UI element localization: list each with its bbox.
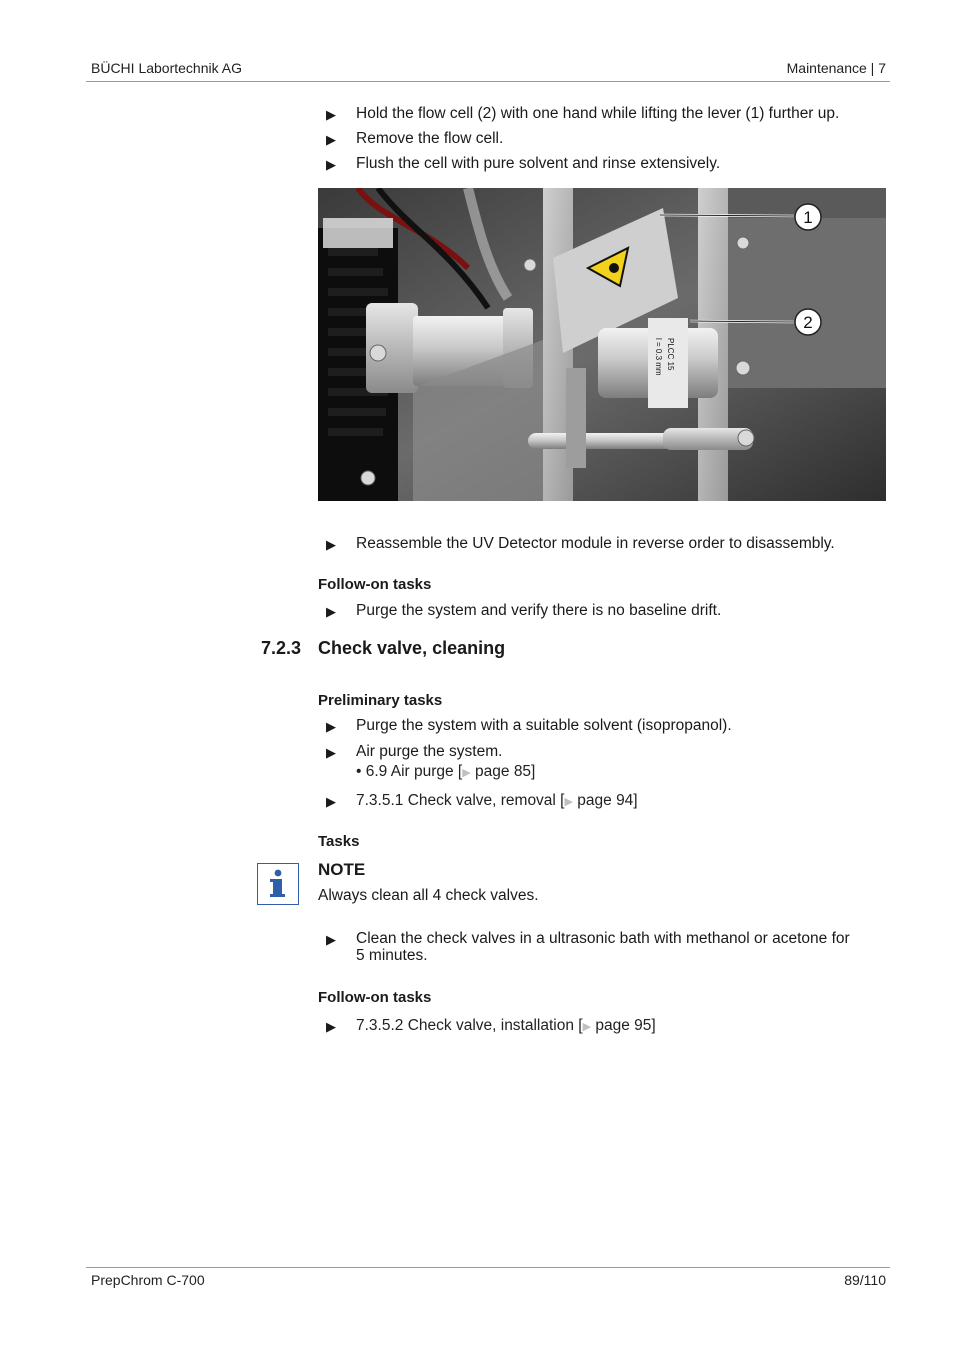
bullet-icon: ▶ [326,157,336,172]
followon-heading-1: Follow-on tasks [318,576,432,593]
callout-1 [795,204,821,230]
footer-rule [86,1267,890,1268]
header-company: BÜCHI Labortechnik AG [91,60,242,76]
bullet-icon: ▶ [326,745,336,760]
bullet-icon: ▶ [326,932,336,947]
xref-arrow-icon: ▶ [564,796,573,808]
bullet-icon: ▶ [326,132,336,147]
note-text: Always clean all 4 check valves. [318,887,539,904]
footer-page-number: 89/110 [844,1272,886,1288]
flow-cell-label-1: PLCC 15 [666,338,675,371]
flow-cell-label-2: l = 0.3 mm [654,338,663,376]
footer-product: PrepChrom C-700 [91,1272,205,1288]
section-number: 7.2.3 [261,638,302,658]
followon-heading-2: Follow-on tasks [318,989,432,1006]
bullet-icon: ▶ [326,604,336,619]
step-clean-check-valves-cont: 5 minutes. [356,947,428,964]
bullet-icon: ▶ [326,719,336,734]
xref-arrow-icon: ▶ [462,767,471,779]
header-rule [86,81,890,82]
xref-air-purge[interactable]: • 6.9 Air purge [▶ page 85] [356,763,536,780]
info-icon [257,863,299,905]
tasks-heading: Tasks [318,833,360,850]
callout-2 [795,309,821,335]
xref-arrow-icon: ▶ [582,1021,592,1033]
svg-text:1: 1 [803,208,813,227]
xref-check-valve-installation[interactable]: 7.3.5.2 Check valve, installation [▶ page 95] [356,1017,656,1034]
bullet-icon: ▶ [326,537,336,552]
section-title: Check valve, cleaning [318,638,506,658]
uv-detector-photo [318,188,886,501]
preliminary-heading: Preliminary tasks [318,692,443,709]
bullet-icon: ▶ [326,1019,336,1034]
svg-text:2: 2 [803,313,813,332]
note-title: NOTE [318,860,366,879]
bullet-icon: ▶ [326,107,336,122]
bullet-icon: ▶ [326,794,336,809]
xref-check-valve-removal[interactable]: 7.3.5.1 Check valve, removal [▶ page 94] [356,792,638,809]
header-chapter: Maintenance | 7 [786,60,886,76]
